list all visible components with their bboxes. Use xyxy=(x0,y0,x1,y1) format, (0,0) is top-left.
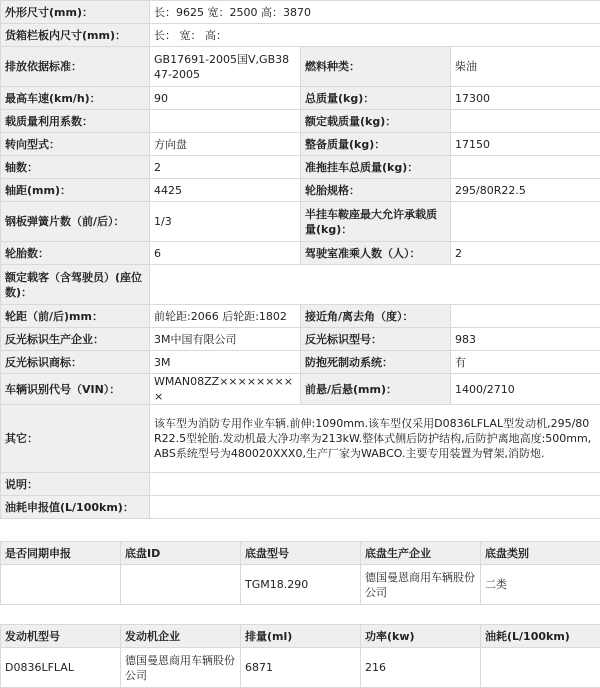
saddle-load-value xyxy=(451,202,600,242)
spec-row-vin xyxy=(1,374,600,405)
axles-value: 2 xyxy=(150,156,301,179)
rated-passengers-value xyxy=(150,265,600,305)
overhang-label: 前悬/后悬(mm)： xyxy=(301,374,451,405)
reflector-maker-value: 3M中国有限公司 xyxy=(150,328,301,351)
steering-value: 方向盘 xyxy=(150,133,301,156)
reflector-model-label: 反光标识型号： xyxy=(301,328,451,351)
engine-header-model: 发动机型号 xyxy=(1,625,121,648)
overhang-value: 1400/2710 xyxy=(451,374,600,405)
notes-value xyxy=(150,473,600,496)
vin-label: 车辆识别代号（VIN）： xyxy=(1,374,150,405)
reflector-maker-label: 反光标识生产企业： xyxy=(1,328,150,351)
spec-row-speed xyxy=(1,87,600,110)
spec-row-emission xyxy=(1,47,600,87)
spec-row-steering xyxy=(1,133,600,156)
max-speed-label: 最高车速(km/h)： xyxy=(1,87,150,110)
spec-row-fuel-declared xyxy=(1,496,600,519)
spec-row-reflector-brand xyxy=(1,351,600,374)
tire-count-label: 轮胎数： xyxy=(1,242,150,265)
reflector-brand-value: 3M xyxy=(150,351,301,374)
other-label: 其它： xyxy=(1,405,150,473)
chassis-maker-value: 德国曼恩商用车辆股份公司 xyxy=(361,565,481,605)
chassis-table xyxy=(0,541,600,605)
engine-maker-value: 德国曼恩商用车辆股份公司 xyxy=(121,648,241,688)
spec-row-reflector-maker xyxy=(1,328,600,351)
engine-header-fuel: 油耗(L/100km) xyxy=(481,625,600,648)
abs-value: 有 xyxy=(451,351,600,374)
cab-seats-label: 驾驶室准乘人数（人）： xyxy=(301,242,451,265)
chassis-header-maker: 底盘生产企业 xyxy=(361,542,481,565)
chassis-header-sync: 是否同期申报 xyxy=(1,542,121,565)
engine-header-maker: 发动机企业 xyxy=(121,625,241,648)
chassis-class-value: 二类 xyxy=(481,565,600,605)
cargo-size-label: 货箱栏板内尺寸(mm)： xyxy=(1,24,150,47)
rated-load-label: 额定载质量(kg)： xyxy=(301,110,451,133)
tire-label: 轮胎规格： xyxy=(301,179,451,202)
engine-data-row xyxy=(1,648,600,688)
total-mass-value: 17300 xyxy=(451,87,600,110)
engine-fuel-value xyxy=(481,648,600,688)
outer-size-label: 外形尺寸(mm)： xyxy=(1,1,150,24)
abs-label: 防抱死制动系统： xyxy=(301,351,451,374)
rated-passengers-label: 额定载客（含驾驶员）(座位数)： xyxy=(1,265,150,305)
engine-table xyxy=(0,624,600,688)
spec-row-outer-size xyxy=(1,1,600,24)
fuel-decl-label: 油耗申报值(L/100km)： xyxy=(1,496,150,519)
chassis-header-class: 底盘类别 xyxy=(481,542,600,565)
steering-label: 转向型式： xyxy=(1,133,150,156)
approach-value xyxy=(451,305,600,328)
approach-label: 接近角/离去角（度）： xyxy=(301,305,451,328)
leaf-spring-label: 钢板弹簧片数（前/后）： xyxy=(1,202,150,242)
load-util-value xyxy=(150,110,301,133)
chassis-header-row xyxy=(1,542,600,565)
spec-row-wheelbase xyxy=(1,179,600,202)
fuel-decl-value xyxy=(150,496,600,519)
total-mass-label: 总质量(kg)： xyxy=(301,87,451,110)
leaf-spring-value: 1/3 xyxy=(150,202,301,242)
spec-row-passengers xyxy=(1,265,600,305)
track-value: 前轮距:2066 后轮距:1802 xyxy=(150,305,301,328)
chassis-header-model: 底盘型号 xyxy=(241,542,361,565)
chassis-header-id: 底盘ID xyxy=(121,542,241,565)
spec-row-tires xyxy=(1,242,600,265)
outer-size-value: 长：9625 宽：2500 高：3870 xyxy=(150,1,600,24)
engine-model-value: D0836LFLAL xyxy=(1,648,121,688)
spec-row-axles xyxy=(1,156,600,179)
saddle-load-label: 半挂车鞍座最大允许承载质量(kg)： xyxy=(301,202,451,242)
reflector-model-value: 983 xyxy=(451,328,600,351)
spec-row-other xyxy=(1,405,600,473)
max-speed-value: 90 xyxy=(150,87,301,110)
trailer-mass-label: 准拖挂车总质量(kg)： xyxy=(301,156,451,179)
engine-header-displacement: 排量(ml) xyxy=(241,625,361,648)
engine-header-row xyxy=(1,625,600,648)
emission-label: 排放依据标准： xyxy=(1,47,150,87)
tire-count-value: 6 xyxy=(150,242,301,265)
tire-value: 295/80R22.5 xyxy=(451,179,600,202)
wheelbase-value: 4425 xyxy=(150,179,301,202)
track-label: 轮距（前/后)mm： xyxy=(1,305,150,328)
curb-mass-value: 17150 xyxy=(451,133,600,156)
chassis-id-value xyxy=(121,565,241,605)
curb-mass-label: 整备质量(kg)： xyxy=(301,133,451,156)
fuel-label: 燃料种类： xyxy=(301,47,451,87)
engine-displacement-value: 6871 xyxy=(241,648,361,688)
trailer-mass-value xyxy=(451,156,600,179)
chassis-model-value: TGM18.290 xyxy=(241,565,361,605)
spec-row-load xyxy=(1,110,600,133)
rated-load-value xyxy=(451,110,600,133)
vin-value: WMAN08ZZ××××××××× xyxy=(150,374,301,405)
emission-value: GB17691-2005国V,GB3847-2005 xyxy=(150,47,301,87)
cab-seats-value: 2 xyxy=(451,242,600,265)
engine-power-value: 216 xyxy=(361,648,481,688)
spec-row-cargo-size xyxy=(1,24,600,47)
reflector-brand-label: 反光标识商标： xyxy=(1,351,150,374)
other-value: 该车型为消防专用作业车辆.前伸:1090mm.该车型仅采用D0836LFLAL型发动机,295/80R22.5型轮胎.发动机最大净功率为213kW.整体式侧后防护结构,后防护离地高度:500mm,ABS系统型号为480020XXX0,生产厂家为WABCO.主要专用装置为臂架,消防炮. xyxy=(150,405,600,473)
spec-row-track xyxy=(1,305,600,328)
fuel-value: 柴油 xyxy=(451,47,600,87)
wheelbase-label: 轴距(mm)： xyxy=(1,179,150,202)
load-util-label: 载质量利用系数： xyxy=(1,110,150,133)
cargo-size-value: 长： 宽： 高： xyxy=(150,24,600,47)
engine-header-power: 功率(kw) xyxy=(361,625,481,648)
notes-label: 说明： xyxy=(1,473,150,496)
chassis-sync-value xyxy=(1,565,121,605)
spec-row-spring xyxy=(1,202,600,242)
axles-label: 轴数： xyxy=(1,156,150,179)
chassis-data-row xyxy=(1,565,600,605)
spec-row-notes xyxy=(1,473,600,496)
